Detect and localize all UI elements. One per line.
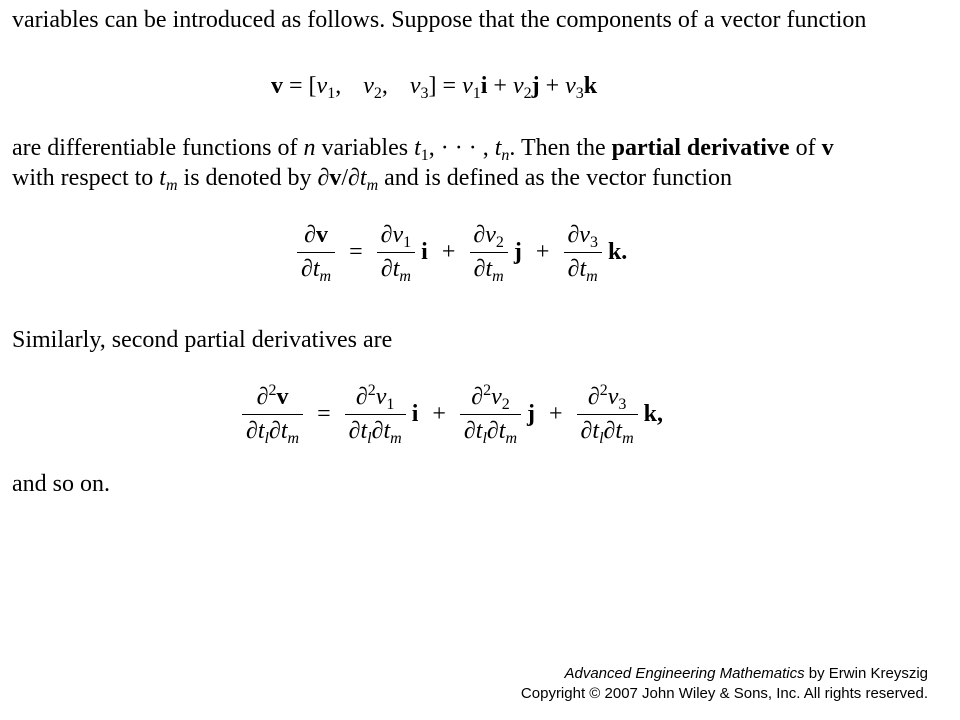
partial-symbol: ∂ [268, 418, 281, 444]
partial-symbol: ∂ [371, 418, 384, 444]
frac-var: v [315, 222, 328, 248]
frac-sub: 1 [403, 234, 412, 251]
eq1-comma2: , [381, 73, 388, 99]
partial-symbol: ∂ [355, 384, 368, 410]
frac-var: v [485, 222, 496, 248]
text-t1-sub: 1 [420, 147, 429, 164]
text-tm: t [359, 165, 367, 191]
frac-t: t [383, 418, 391, 444]
power-2: 2 [367, 382, 376, 399]
frac-sub: 3 [618, 396, 627, 413]
text-t1: t [414, 135, 421, 161]
eq1-v3: v [409, 73, 421, 99]
eq1-term3-v: v [565, 73, 576, 99]
frac-t: t [498, 418, 506, 444]
frac-sub: l [367, 430, 372, 447]
frac-sub: m [390, 430, 402, 447]
partial-symbol: ∂ [567, 222, 580, 248]
frac-d2v2 [460, 384, 521, 445]
copyright-text: Copyright © 2007 John Wiley & Sons, Inc. All rights reserved. [520, 685, 928, 702]
eq1-term1-v: v [462, 73, 473, 99]
unit-vector-j: j [513, 239, 522, 265]
eq1-comma1: , [335, 73, 342, 99]
text-tn-sub: n [501, 147, 510, 164]
eq1-term2-sub: 2 [523, 85, 532, 102]
unit-vector-k: k, [643, 401, 663, 427]
text-tn: t [494, 135, 502, 161]
frac-sub: m [319, 268, 332, 285]
frac-sub: m [492, 268, 504, 285]
book-title: Advanced Engineering Mathematics [564, 665, 805, 682]
eq1-equals2: = [442, 73, 457, 99]
partial-symbol: ∂ [587, 384, 600, 410]
eq1-v1: v [316, 73, 328, 99]
text-run: with respect to [12, 165, 160, 191]
frac-d2v3 [577, 384, 638, 445]
frac-t: t [392, 256, 400, 282]
text-v: v [329, 165, 342, 191]
text-run: and is defined as the vector function [378, 165, 733, 191]
frac-var: v [491, 384, 502, 410]
frac-sub: 2 [495, 234, 504, 251]
frac-sub: m [622, 430, 634, 447]
frac-dv2-dtm [469, 222, 508, 283]
partial-symbol: ∂ [348, 418, 361, 444]
partial-symbol: ∂ [301, 256, 313, 282]
frac-sub: 2 [501, 396, 510, 413]
paragraph-line-4: Similarly, second partial derivatives are [12, 327, 393, 353]
text-run: /∂ [341, 165, 360, 191]
partial-symbol: ∂ [304, 222, 316, 248]
eq1-plus1: + [493, 73, 507, 99]
frac-var: v [276, 384, 289, 410]
plus-sign: + [432, 401, 446, 427]
copyright-footer [521, 664, 928, 704]
eq1-term3-sub: 3 [575, 85, 584, 102]
frac-t: t [257, 418, 265, 444]
text-run: variables [315, 135, 415, 161]
frac-t: t [615, 418, 623, 444]
eq1-v3-sub: 3 [420, 85, 429, 102]
eq1-j: j [531, 73, 540, 99]
partial-symbol: ∂ [256, 384, 269, 410]
book-author: by Erwin Kreyszig [804, 665, 928, 682]
partial-symbol: ∂ [473, 222, 486, 248]
eq1-i: i [480, 73, 488, 99]
frac-t: t [579, 256, 587, 282]
partial-symbol: ∂ [380, 256, 393, 282]
eq1-plus2: + [545, 73, 560, 99]
frac-t: t [485, 256, 493, 282]
plus-sign: + [441, 239, 456, 265]
frac-t: t [360, 418, 368, 444]
paragraph-line-5: and so on. [12, 471, 110, 497]
frac-sub: 1 [386, 396, 395, 413]
frac-d2v1 [345, 384, 406, 445]
paragraph-line-1: variables can be introduced as follows. Suppose that the components of a vector function [12, 7, 867, 33]
footer-book-line [521, 664, 928, 684]
frac-dv3-dtm [563, 222, 602, 283]
partial-symbol: ∂ [380, 222, 393, 248]
frac-t: t [280, 418, 288, 444]
text-tm-sub: m [165, 177, 178, 194]
frac-sub: l [482, 430, 487, 447]
frac-sub: l [599, 430, 604, 447]
frac-dv-dtm [297, 222, 335, 283]
eq1-equals: = [289, 73, 303, 99]
partial-symbol: ∂ [471, 384, 484, 410]
unit-vector-k: k. [607, 239, 628, 265]
eq1-lbracket: [ [308, 73, 317, 99]
frac-var: v [607, 384, 619, 410]
partial-symbol: ∂ [603, 418, 616, 444]
text-run: is denoted by ∂ [177, 165, 330, 191]
frac-t: t [475, 418, 483, 444]
power-2: 2 [599, 382, 608, 399]
frac-sub: m [399, 268, 411, 285]
paragraph-line-3 [12, 164, 732, 192]
equation-partial-derivative [297, 222, 627, 283]
partial-symbol: ∂ [567, 256, 580, 282]
text-n: n [303, 135, 316, 161]
eq1-v1-sub: 1 [327, 85, 336, 102]
equals-sign: = [317, 401, 331, 427]
frac-var: v [375, 384, 387, 410]
partial-symbol: ∂ [463, 418, 476, 444]
eq1-v2: v [363, 73, 374, 99]
text-run: . Then the [509, 135, 612, 161]
power-2: 2 [483, 382, 492, 399]
text-run: of [789, 135, 822, 161]
equals-sign: = [349, 239, 363, 265]
equation-second-partial-derivative [242, 384, 663, 445]
frac-t: t [592, 418, 600, 444]
frac-sub: m [586, 268, 598, 285]
equation-vector-definition [271, 66, 597, 106]
partial-symbol: ∂ [473, 256, 486, 282]
partial-symbol: ∂ [486, 418, 499, 444]
eq1-v: v [271, 73, 283, 99]
text-run: , · · · , [428, 135, 495, 161]
partial-symbol: ∂ [246, 418, 258, 444]
text-tm: t [159, 165, 166, 191]
frac-sub: m [505, 430, 517, 447]
paragraph-line-2 [12, 134, 834, 162]
frac-sub: l [264, 430, 269, 447]
frac-var: v [392, 222, 404, 248]
frac-var: v [579, 222, 590, 248]
eq1-k: k [583, 73, 598, 99]
frac-t: t [312, 256, 320, 282]
frac-d2v-dtl-dtm [242, 384, 303, 445]
term-partial-derivative: partial derivative [611, 135, 790, 161]
eq1-rbracket: ] [428, 73, 437, 99]
eq1-term1-sub: 1 [472, 85, 481, 102]
power-2: 2 [268, 382, 277, 399]
frac-sub: m [287, 430, 300, 447]
frac-dv1-dtm [377, 222, 416, 283]
eq1-v2-sub: 2 [373, 85, 382, 102]
text-v: v [821, 135, 834, 161]
eq1-term2-v: v [512, 73, 524, 99]
unit-vector-i: i [411, 401, 419, 427]
partial-symbol: ∂ [580, 418, 593, 444]
plus-sign: + [535, 239, 550, 265]
unit-vector-j: j [527, 401, 535, 427]
text-tm-sub: m [366, 177, 379, 194]
unit-vector-i: i [421, 239, 428, 265]
frac-sub: 3 [589, 234, 598, 251]
text-run: are differentiable functions of [12, 135, 304, 161]
plus-sign: + [549, 401, 563, 427]
